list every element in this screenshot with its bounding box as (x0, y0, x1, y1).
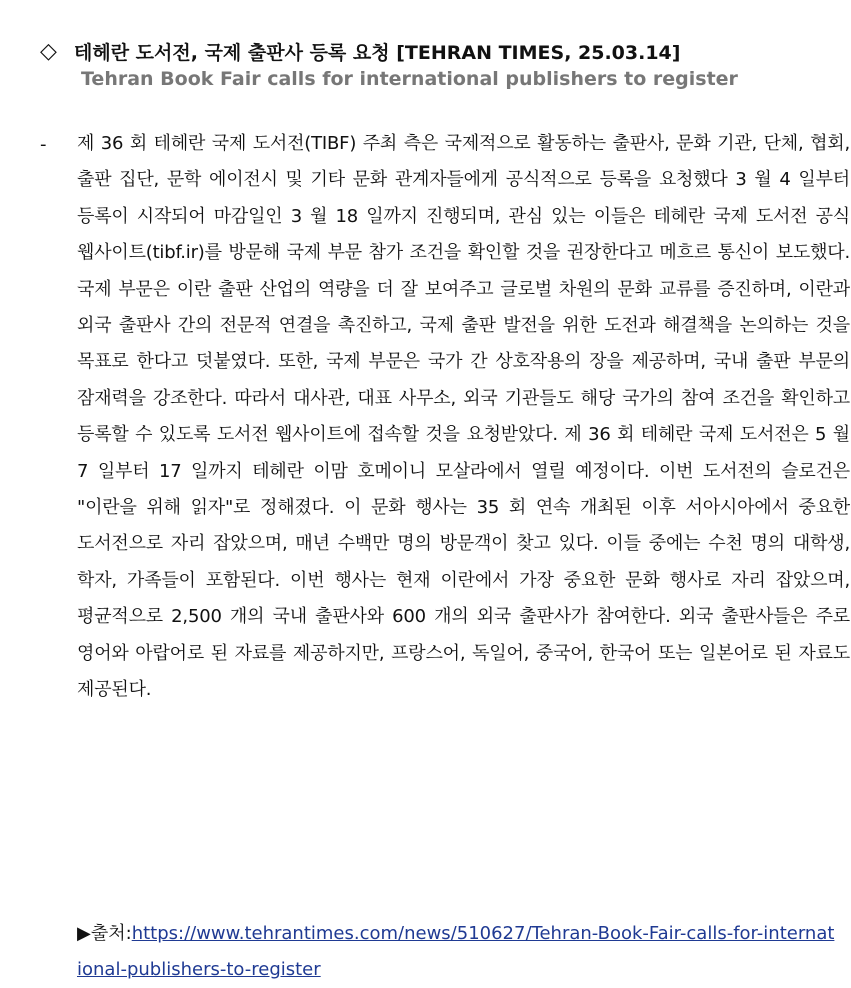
article-title: 테헤란 도서전, 국제 출판사 등록 요청 [TEHRAN TIMES, 25.03.14] (74, 41, 681, 64)
title-line (40, 36, 840, 66)
source-line (77, 916, 837, 988)
article-subtitle: Tehran Book Fair calls for international publishers to register (81, 68, 738, 90)
article-header (40, 36, 840, 90)
article-paragraph: 제 36 회 테헤란 국제 도서전(TIBF) 주최 측은 국제적으로 활동하는 출판사, 문화 기관, 단체, 협회, 출판 집단, 문학 에이전시 및 기타 문화 관계자들에게 공식적으로 등록을 요청했다 3 월 4 일부터 등록이 시작되어 마감일인 3 월 18 일까지 진행되며, 관심 있는 이들은 테헤란 국제 도서전 공식 웹사이트(tibf.ir)를 방문해 국제 부문 참가 조건을 확인할 것을 권장한다고 메흐르 통신이 보도했다. 국제 부문은 이란 출판 산업의 역량을 더 잘 보여주고 글로벌 차원의 문화 교류를 증진하며, 이란과 외국 출판사 간의 전문적 연결을 촉진하고, 국제 출판 발전을 위한 도전과 해결책을 논의하는 것을 목표로 한다고 덧붙였다. 또한, 국제 부문은 국가 간 상호작용의 장을 제공하며, 국내 출판 부문의 잠재력을 강조한다. 따라서 대사관, 대표 사무소, 외국 기관들도 해당 국가의 참여 조건을 확인하고 등록할 수 있도록 도서전 웹사이트에 접속할 것을 요청받았다. 제 36 회 테헤란 국제 도서전은 5 월 7 일부터 17 일까지 테헤란 이맘 호메이니 모살라에서 열릴 예정이다. 이번 도서전의 슬로건은 "이란을 위해 읽자"로 정해졌다. 이 문화 행사는 35 회 연속 개최된 이후 서아시아에서 중요한 도서전으로 자리 잡았으며, 매년 수백만 명의 방문객이 찾고 있다. 이들 중에는 수천 명의 대학생, 학자, 가족들이 포함된다. 이번 행사는 현재 이란에서 가장 중요한 문화 행사로 자리 잡았으며, 평균적으로 2,500 개의 국내 출판사와 600 개의 외국 출판사가 참여한다. 외국 출판사들은 주로 영어와 아랍어로 된 자료를 제공하지만, 프랑스어, 독일어, 중국어, 한국어 또는 일본어로 된 자료도 제공된다. (77, 133, 850, 701)
source-link[interactable]: https://www.tehrantimes.com/news/510627/Tehran-Book-Fair-calls-for-international-publishers-to-register (77, 923, 835, 980)
diamond-bullet-icon: ◇ (40, 38, 57, 64)
source-label: ▶출처: (77, 923, 132, 944)
list-bullet: - (40, 134, 47, 155)
